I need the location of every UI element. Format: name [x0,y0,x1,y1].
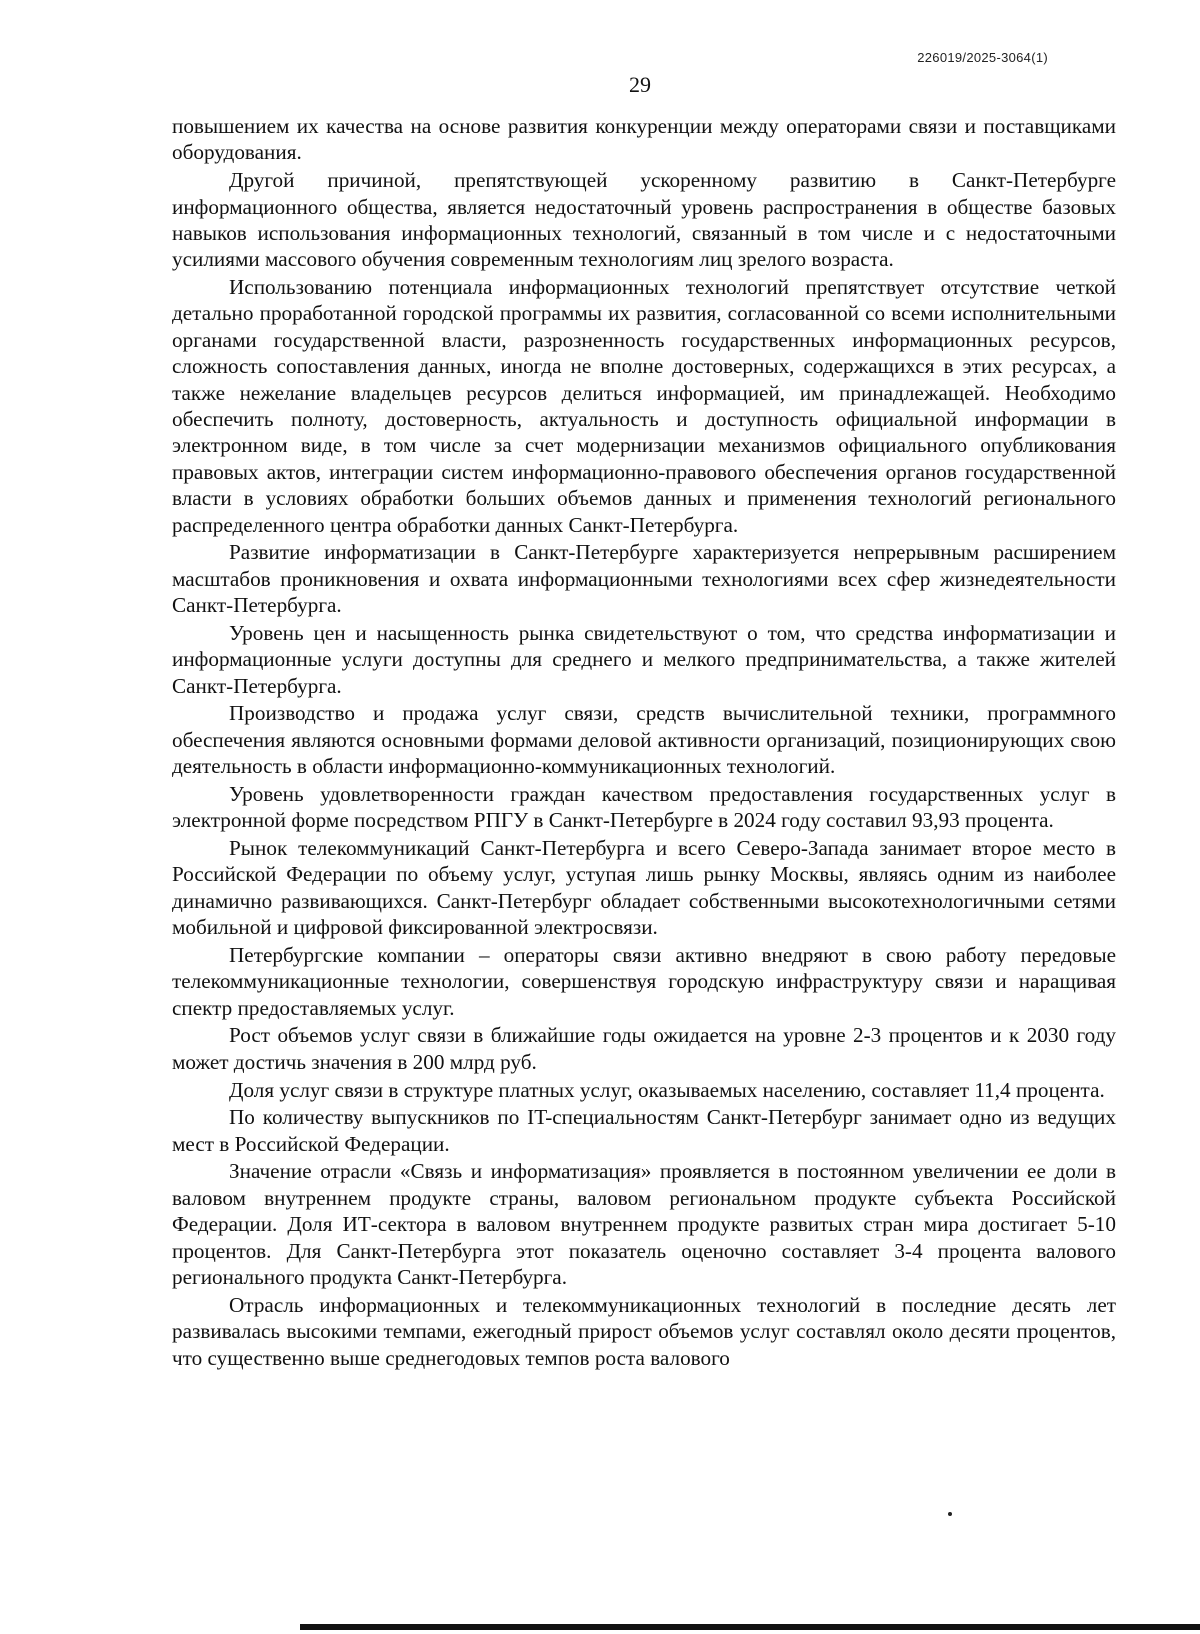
paragraph-10: Рост объемов услуг связи в ближайшие годы ожидается на уровне 2-3 процентов и к 2030 году может достичь значения в 200 млрд руб. [172,1023,1116,1074]
paragraph-3: Использованию потенциала информационных технологий препятствует отсутствие четкой детально проработанной городской программы их развития, согласованной со всеми исполнительными органами государственной власти, разрозненность государственных информационных ресурсов, сложность сопоставления данных, иногда не вполне достоверных, содержащихся в этих ресурсах, а также нежелание владельцев ресурсов делиться информацией, им принадлежащей. Необходимо обеспечить полноту, достоверность, актуальность и доступность официальной информации в электронном виде, в том числе за счет модернизации механизмов официального опубликования правовых актов, интеграции систем информационно-правового обеспечения органов государственной власти в условиях обработки больших объемов данных и применения технологий регионального распределенного центра обработки данных Санкт-Петербурга. [172,275,1116,537]
paragraph-14: Отрасль информационных и телекоммуникационных технологий в последние десять лет развивалась высокими темпами, ежегодный прирост объемов услуг составлял около десяти процентов, что существенно выше среднегодовых темпов роста валового [172,1292,1116,1370]
paragraph-8: Рынок телекоммуникаций Санкт-Петербурга и всего Северо-Запада занимает второе место в Российской Федерации по объему услуг, уступая лишь рынку Москвы, являясь одним из наиболее динамично развивающихся. Санкт-Петербург обладает собственными высокотехнологичными сетями мобильной и цифровой фиксированной электросвязи. [172,836,1116,940]
paragraph-12: По количеству выпускников по IT-специальностям Санкт-Петербург занимает одно из ведущих мест в Российской Федерации. [172,1105,1116,1156]
paragraph-11: Доля услуг связи в структуре платных услуг, оказываемых населению, составляет 11,4 процента. [229,1077,1105,1102]
scan-speck [948,1512,952,1516]
paragraph-5: Уровень цен и насыщенность рынка свидетельствуют о том, что средства информатизации и информационные услуги доступны для среднего и мелкого предпринимательства, а также жителей Санкт-Петербурга. [172,620,1116,698]
paragraph-13: Значение отрасли «Связь и информатизация» проявляется в постоянном увеличении ее доли в валовом внутреннем продукте страны, валовом региональном продукте субъекта Российской Федерации. Доля ИТ-сектора в валовом внутреннем продукте развитых стран мира достигает 5-10 процентов. Для Санкт-Петербурга этот показатель оценочно составляет 3-4 процента валового регионального продукта Санкт-Петербурга. [172,1159,1116,1290]
paragraph-6: Производство и продажа услуг связи, средств вычислительной техники, программного обеспечения являются основными формами деловой активности организаций, позиционирующих свою деятельность в области информационно-коммуникационных технологий. [172,701,1116,779]
page-number: 29 [629,72,651,97]
paragraph-2: Другой причиной, препятствующей ускоренному развитию в Санкт-Петербурге информационного общества, является недостаточный уровень распространения в обществе базовых навыков использования информационных технологий, связанный в том числе и с недостаточными усилиями массового обучения современным технологиям лиц зрелого возраста. [172,168,1116,272]
paragraph-9: Петербургские компании – операторы связи активно внедряют в свою работу передовые телекоммуникационные технологии, совершенствуя городскую инфраструктуру связи и наращивая спектр предоставляемых услуг. [172,942,1116,1020]
paragraph-1: повышением их качества на основе развития конкуренции между операторами связи и поставщиками оборудования. [172,114,1116,165]
paragraph-4: Развитие информатизации в Санкт-Петербурге характеризуется непрерывным расширением масштабов проникновения и охвата информационными технологиями всех сфер жизнедеятельности Санкт-Петербурга. [172,540,1116,618]
scan-bottom-edge [300,1624,1200,1630]
document-registration-number: 226019/2025-3064(1) [917,50,1048,65]
paragraph-7: Уровень удовлетворенности граждан качеством предоставления государственных услуг в электронной форме посредством РПГУ в Санкт-Петербурге в 2024 году составил 93,93 процента. [172,781,1116,833]
body-text [172,113,1116,1372]
